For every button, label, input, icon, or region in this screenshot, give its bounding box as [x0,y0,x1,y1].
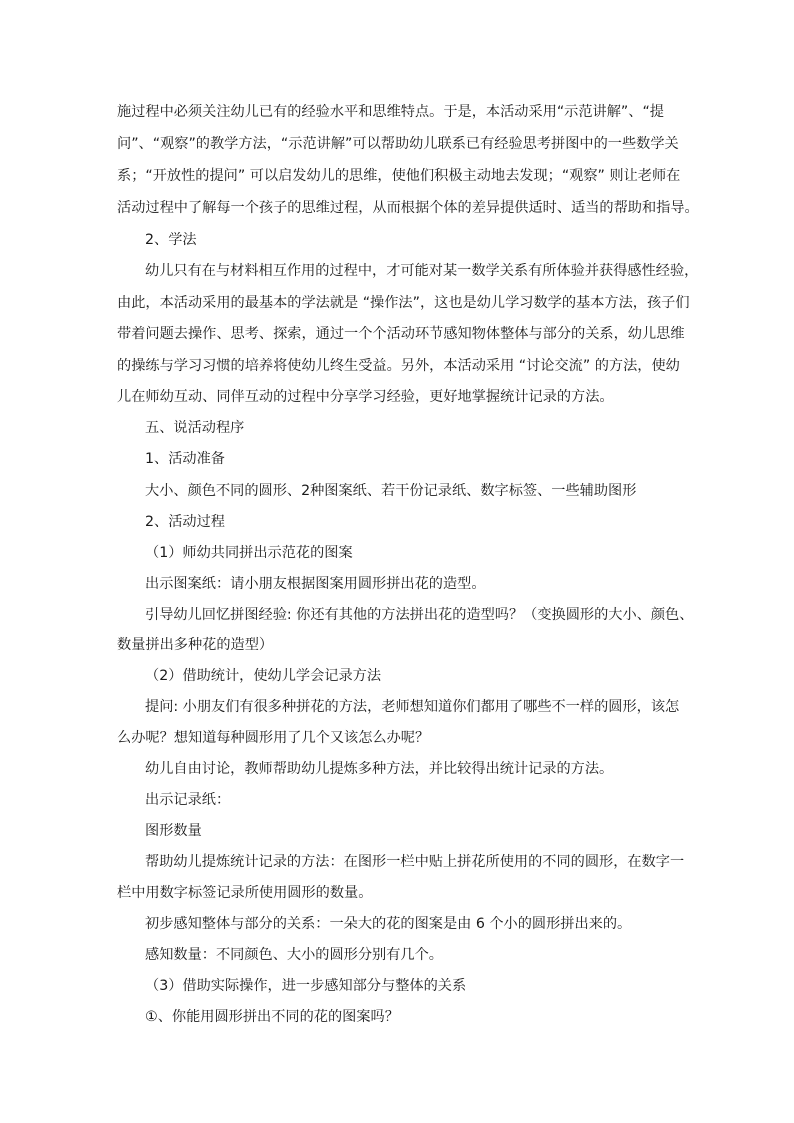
text-line: 数量拼出多种花的造型） [117,637,274,653]
text-line: 系；“开放性的提问” 可以启发幼儿的思维，使他们积极主动地去发现；“观察” 则让老师在 [117,168,681,184]
text-line: 儿在师幼互动、同伴互动的过程中分享学习经验，更好地掌握统计记录的方法。 [117,389,614,405]
section-heading: 1、活动准备 [145,451,225,467]
text-line: 帮助幼儿提炼统计记录的方法：在图形一栏中贴上拼花所使用的不同的圆形，在数字一 [145,854,685,870]
text-line: 出示记录纸： [145,792,231,808]
text-line: 初步感知整体与部分的关系：一朵大的花的图案是由 6 个小的圆形拼出来的。 [145,916,632,932]
text-line: 活动过程中了解每一个孩子的思维过程，从而根据个体的差异提供适时、适当的帮助和指导。 [117,200,699,216]
subsection-heading: （2）借助统计，使幼儿学会记录方法 [145,668,382,684]
text-line: 的操练与学习习惯的培养将使幼儿终生受益。另外，本活动采用 “讨论交流” 的方法，使幼 [117,358,680,374]
text-line: 大小、颜色不同的圆形、2种图案纸、若干份记录纸、数字标签、一些辅助图形 [145,483,637,499]
text-line: 引导幼儿回忆拼图经验: 你还有其他的方法拼出花的造型吗？（变换圆形的大小、颜色、 [145,607,694,623]
section-heading: 五、说活动程序 [145,420,245,436]
section-heading: 2、活动过程 [145,514,225,530]
text-line: 由此，本活动采用的最基本的学法就是 “操作法”，这也是幼儿学习数学的基本方法，孩子们 [117,295,690,311]
text-line: 问”、“观察”的教学方法，“示范讲解”可以帮助幼儿联系已有经验思考拼图中的一些数学关 [117,136,679,152]
text-line: 出示图案纸：请小朋友根据图案用圆形拼出花的造型。 [145,576,486,592]
subsection-heading: （1）师幼共同拼出示范花的图案 [145,545,353,561]
text-line: 图形数量 [145,823,202,839]
text-line: 幼儿自由讨论，教师帮助幼儿提炼多种方法，并比较得出统计记录的方法。 [145,761,614,777]
text-line: 么办呢？想知道每种圆形用了几个又该怎么办呢？ [117,730,430,746]
subsection-heading: （3）借助实际操作，进一步感知部分与整体的关系 [145,978,467,994]
section-heading: 2、学法 [145,232,197,248]
text-line: ①、你能用圆形拼出不同的花的图案吗？ [145,1009,399,1025]
text-line: 感知数量：不同颜色、大小的圆形分别有几个。 [145,947,443,963]
text-line: 施过程中必须关注幼儿已有的经验水平和思维特点。于是，本活动采用“示范讲解”、“提 [117,104,664,120]
text-line: 幼儿只有在与材料相互作用的过程中，才可能对某一数学关系有所体验并获得感性经验， [145,263,699,279]
text-line: 带着问题去操作、思考、探索，通过一个个活动环节感知物体整体与部分的关系，幼儿思维 [117,326,685,342]
text-line: 提问: 小朋友们有很多种拼花的方法，老师想知道你们都用了哪些不一样的圆形，该怎 [145,699,680,715]
text-line: 栏中用数字标签记录所使用圆形的数量。 [117,885,373,901]
